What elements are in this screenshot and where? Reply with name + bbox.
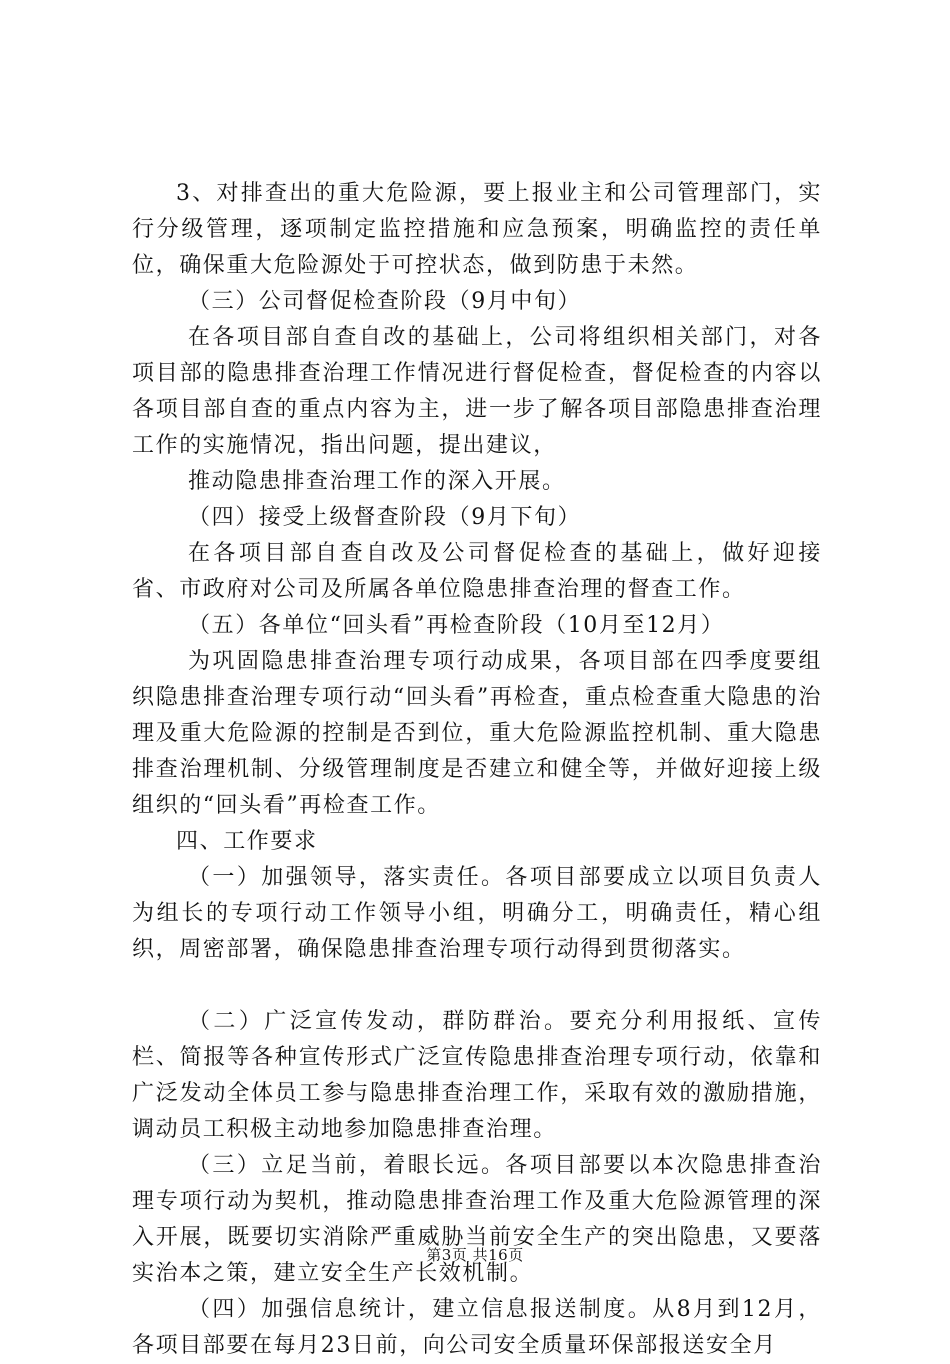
paragraph-requirement-3: （三）立足当前，着眼长远。各项目部要以本次隐患排查治理专项行动为契机，推动隐患排查治理工作及重大危险源管理的深入开展，既要切实消除严重威胁当前安全生产的突出隐患，又要落实治本之策，建立安全生产长效机制。 (132, 1153, 822, 1286)
paragraph-stage-3-continuation: 推动隐患排查治理工作的深入开展。 (188, 469, 566, 494)
paragraph-stage-5-body: 为巩固隐患排查治理专项行动成果，各项目部在四季度要组织隐患排查治理专项行动“回头看”再检查，重点检查重大隐患的治理及重大危险源的控制是否到位，重大危险源监控机制、重大隐患排查治理机制、分级管理制度是否建立和健全等，并做好迎接上级组织的“回头看”再检查工作。 (132, 649, 822, 818)
paragraph-requirement-4: （四）加强信息统计，建立信息报送制度。从8月到12月，各项目部要在每月23日前，向公司安全质量环保部报送安全月 (132, 1297, 822, 1358)
paragraph-gap (132, 968, 822, 1004)
paragraph-stage-3-body: 在各项目部自查自改的基础上，公司将组织相关部门，对各项目部的隐患排查治理工作情况进行督促检查，督促检查的内容以各项目部自查的重点内容为主，进一步了解各项目部隐患排查治理工作的实施情况，指出问题，提出建议， (132, 325, 822, 458)
document-body (132, 176, 822, 1364)
section-heading-stage-4: （四）接受上级督查阶段（9月下旬） (188, 505, 582, 530)
paragraph-item-3: 3、对排查出的重大危险源，要上报业主和公司管理部门，实行分级管理，逐项制定监控措施和应急预案，明确监控的责任单位，确保重大危险源处于可控状态，做到防患于未然。 (132, 181, 822, 278)
page-number-footer: 第3页 共16页 (426, 1246, 524, 1264)
section-heading-stage-5: （五）各单位“回头看”再检查阶段（10月至12月） (188, 613, 725, 638)
paragraph-stage-4-body: 在各项目部自查自改及公司督促检查的基础上，做好迎接省、市政府对公司及所属各单位隐患排查治理的督查工作。 (132, 541, 822, 602)
paragraph-requirement-2: （二）广泛宣传发动，群防群治。要充分利用报纸、宣传栏、简报等各种宣传形式广泛宣传隐患排查治理专项行动，依靠和广泛发动全体员工参与隐患排查治理工作，采取有效的激励措施，调动员工积极主动地参加隐患排查治理。 (132, 1009, 822, 1142)
section-heading-work-requirements: 四、工作要求 (176, 829, 318, 854)
section-heading-stage-3: （三）公司督促检查阶段（9月中旬） (188, 289, 582, 314)
paragraph-requirement-1: （一）加强领导，落实责任。各项目部要成立以项目负责人为组长的专项行动工作领导小组，明确分工，明确责任，精心组织，周密部署，确保隐患排查治理专项行动得到贯彻落实。 (132, 865, 822, 962)
